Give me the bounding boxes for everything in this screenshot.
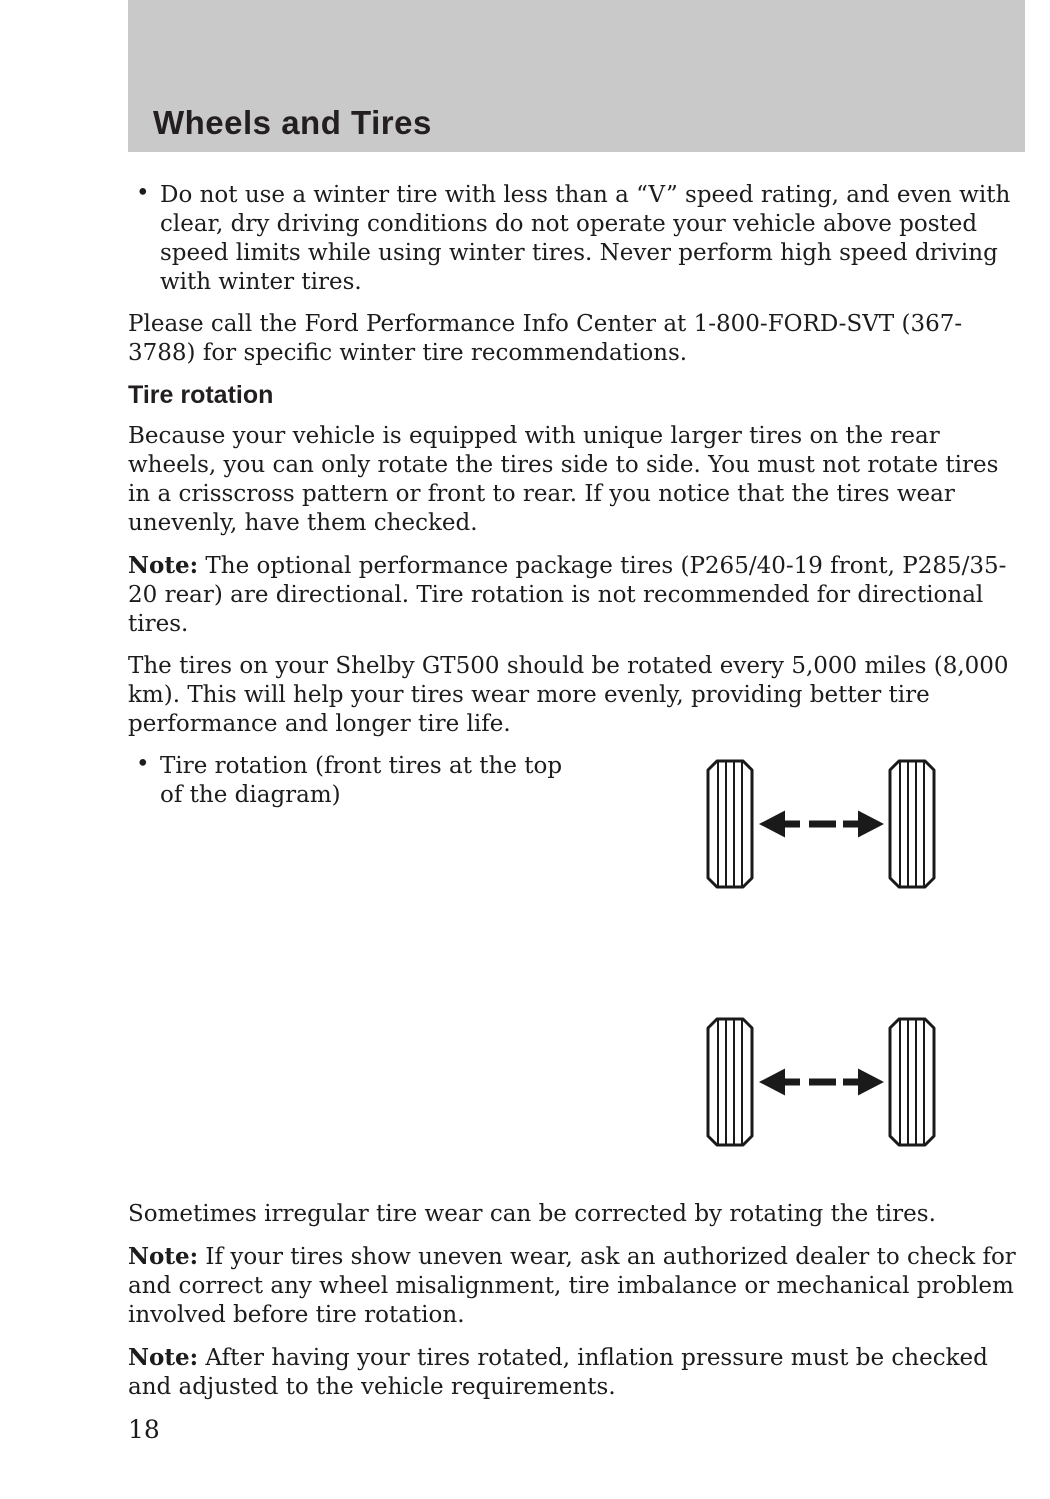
bullet-icon: •	[136, 180, 150, 206]
para-call-center: Please call the Ford Performance Info Center at 1-800-FORD-SVT (367-3788) for specific winter tire recommendations.	[128, 311, 963, 366]
tire-icon	[890, 1019, 934, 1145]
section-heading-tire-rotation: Tire rotation	[128, 381, 274, 409]
bullet-icon: •	[136, 751, 150, 777]
note-directional-text: The optional performance package tires (P265/40-19 front, P285/35-20 rear) are directional. Tire rotation is not recommended for directional tires.	[128, 553, 1007, 637]
chapter-title: Wheels and Tires	[153, 104, 432, 141]
tire-icon	[890, 761, 934, 887]
tire-icon	[708, 761, 752, 887]
note-inflation	[128, 1343, 1022, 1402]
double-arrow-icon	[759, 811, 884, 838]
page-content	[0, 152, 1050, 1444]
note-label: Note:	[128, 552, 199, 579]
note-label: Note:	[128, 1243, 199, 1270]
tire-icon	[708, 1019, 752, 1145]
note-label: Note:	[128, 1344, 199, 1371]
tire-rotation-diagram-section	[128, 752, 1022, 1200]
front-tire-pair-diagram	[705, 759, 937, 889]
bullet-diagram-caption-text: Tire rotation (front tires at the top of the diagram)	[160, 753, 563, 808]
double-arrow-icon	[759, 1069, 884, 1096]
note-inflation-text: After having your tires rotated, inflation pressure must be checked and adjusted to the vehicle requirements.	[128, 1345, 988, 1400]
note-directional	[128, 551, 1022, 639]
rear-tire-pair-diagram	[705, 1017, 937, 1147]
note-uneven-wear	[128, 1242, 1022, 1330]
page-number: 18	[128, 1415, 160, 1444]
bullet-winter-tire-text: Do not use a winter tire with less than a “V” speed rating, and even with clear, dry driving conditions do not operate your vehicle above posted speed limits while using winter tires. Never perform high speed driving with winter tires.	[160, 182, 1011, 295]
bullet-diagram-caption	[128, 752, 580, 810]
bullet-winter-tire	[128, 181, 1022, 297]
para-sometimes: Sometimes irregular tire wear can be corrected by rotating the tires.	[128, 1201, 936, 1227]
chapter-header-bar	[128, 0, 1025, 152]
para-rotation-interval: The tires on your Shelby GT500 should be rotated every 5,000 miles (8,000 km). This will help your tires wear more evenly, providing better tire performance and longer tire life.	[128, 653, 1009, 737]
note-uneven-wear-text: If your tires show uneven wear, ask an authorized dealer to check for and correct any wheel misalignment, tire imbalance or mechanical problem involved before tire rotation.	[128, 1244, 1016, 1328]
para-because: Because your vehicle is equipped with unique larger tires on the rear wheels, you can only rotate the tires side to side. You must not rotate tires in a crisscross pattern or front to rear. If you notice that the tires wear unevenly, have them checked.	[128, 423, 999, 536]
